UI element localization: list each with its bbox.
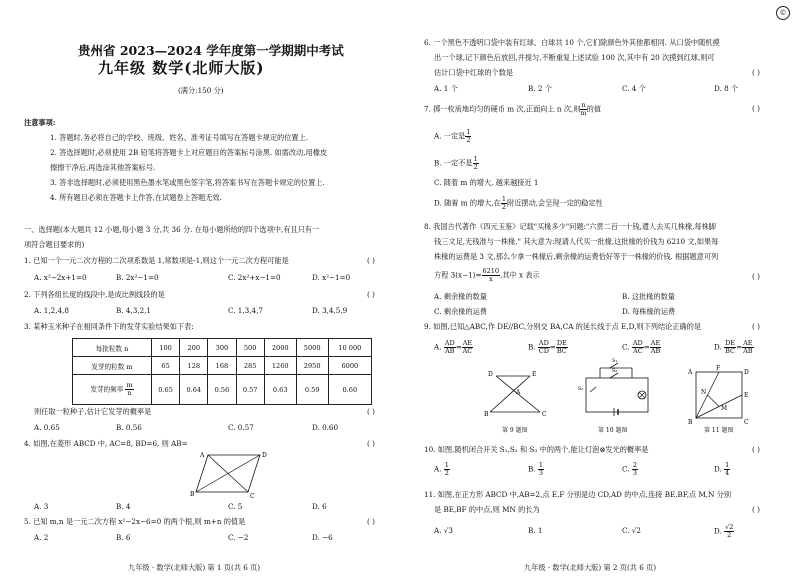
row-label: 每批粒数 n	[73, 339, 152, 357]
figure-10	[578, 358, 654, 420]
table-cell: 0.60	[328, 375, 371, 405]
q7-stem	[424, 102, 601, 117]
half-fraction	[465, 129, 471, 144]
q11-option-c: C. √2	[622, 526, 641, 535]
switch-s3	[590, 387, 596, 392]
q1-option-b: B. 2x²−1=0	[116, 273, 159, 282]
row-label	[73, 375, 152, 405]
table-cell: 200	[180, 339, 208, 357]
note-item: 3. 答非选择题时,必须使用黑色墨水笔或黑色签字笔,将答案书写在答题卡规定的位置上.	[50, 178, 325, 187]
q8-frac-den: x	[488, 275, 493, 283]
q8-eq-b: ,其中 x 表示	[500, 270, 540, 280]
exam-title: 贵州省 2023—2024 学年度第一学期期中考试	[78, 43, 344, 58]
ratio-right	[556, 340, 568, 355]
note-item: 2. 答选择题时,必须使用 2B 铅笔将答题卡上对应题目的答案标号涂黑. 如需改动,用橡皮	[50, 148, 328, 157]
segment-mn	[708, 395, 720, 407]
freq-den: n	[127, 389, 132, 397]
table-cell: 100	[152, 339, 180, 357]
switch-label-s3: S₃	[578, 386, 584, 392]
point-label-a: A	[516, 389, 521, 396]
vertex-label-b: B	[190, 491, 195, 498]
q8-line3: 株椽的运费是 3 文,那么少拿一株椽后,剩余椽的运费恰好等于一株椽的价钱. 根据题意可列	[434, 252, 719, 261]
option-fraction	[724, 462, 730, 477]
rhombus-diagonal-bd	[196, 455, 260, 492]
q6-option-c: C. 4 个	[622, 84, 646, 93]
half-fraction	[473, 156, 479, 171]
q8-option-c: C. 剩余椽的运费	[434, 307, 487, 316]
half-num: 1	[473, 155, 478, 163]
frac-den: 2	[727, 531, 732, 539]
point-label-a: A	[688, 369, 693, 376]
q9-option-a: A. $\frac{AD}{AB}$ = $\frac{AE}{AC}$	[434, 339, 473, 355]
table-row	[73, 339, 372, 357]
option-letter: D.	[714, 464, 722, 474]
q10-option-a	[434, 462, 450, 477]
q4-option-a: A. 3	[34, 502, 49, 511]
switch-label-s2: S₂	[612, 368, 618, 374]
q9-stem: 9. 如图,已知△ABC,作 DE//BC,分别交 BA,CA 的延长线于点 E,D,则下列结论正确的是	[424, 322, 702, 331]
option-letter: B.	[528, 464, 536, 474]
option-fraction	[724, 524, 734, 539]
q4-answer-paren: ( )	[367, 439, 375, 448]
option-letter: C.	[622, 464, 630, 474]
frac-den: BC	[556, 347, 567, 355]
figure-11	[688, 365, 752, 426]
q11-option-b: B. 1	[528, 526, 543, 535]
frac-den: AC	[632, 347, 643, 355]
q2-answer-paren: ( )	[367, 290, 375, 299]
q8-equation	[434, 268, 540, 283]
q3-answer-paren: ( )	[367, 407, 375, 416]
figure-10-caption: 第 10 题图	[598, 427, 628, 434]
q7-option-d-text-b: 附近摆动,会呈现一定的稳定性	[507, 198, 603, 208]
q3-option-c: C. 0.57	[228, 423, 254, 432]
point-label-c: C	[542, 411, 547, 418]
rhombus-figure	[190, 452, 267, 500]
option-letter: C.	[622, 342, 630, 352]
q7-option-a-text: A. 一定是	[434, 131, 466, 141]
q9-answer-paren: ( )	[752, 322, 760, 331]
frac-num: DE	[556, 339, 567, 347]
point-label-b: B	[484, 411, 489, 418]
ratio-right	[650, 340, 661, 355]
table-cell: 300	[208, 339, 236, 357]
q2-option-d: D. 3,4,5,9	[312, 306, 348, 315]
frac-num: AE	[743, 339, 753, 347]
table-cell: 0.59	[296, 375, 328, 405]
q2-option-b: B. 4,3,2,1	[116, 306, 151, 315]
frac-den: 2	[444, 469, 449, 477]
note-item: 擦擦干净后,再选涂其他答案标号.	[50, 163, 156, 172]
q11-option-a: A. √3	[434, 526, 453, 535]
q8-option-a: A. 剩余椽的数量	[434, 292, 487, 301]
table-cell: 6000	[328, 357, 371, 375]
q1-answer-paren: ( )	[367, 256, 375, 265]
section-heading-cont: 项符合题目要求的)	[24, 240, 85, 249]
q3-followup: 则任取一粒种子,估计它发芽的概率是	[34, 407, 152, 416]
q9-option-c: C. $\frac{AD}{AC}$ = $\frac{AE}{AB}$	[622, 339, 661, 355]
q7-option-b-text: B. 一定不是	[434, 158, 473, 168]
q1-option-a: A. x²−2x+1=0	[34, 273, 87, 282]
frac-den: CD	[538, 347, 549, 355]
q6-answer-paren: ( )	[752, 68, 760, 77]
table-cell: 5000	[296, 339, 328, 357]
q9-option-b: B. $\frac{AD}{CD}$ = $\frac{DE}{BC}$	[528, 339, 567, 355]
frac-den: BC	[725, 347, 736, 355]
ratio-left	[444, 340, 456, 355]
table-row	[73, 375, 372, 405]
option-letter: A.	[434, 342, 442, 352]
vertex-label-d: D	[262, 452, 267, 459]
switch-label-s1: S₁	[612, 358, 618, 364]
q11-line1: 11. 如图,在正方形 ABCD 中,AB=2,点 E,F 分别是边 CD,AD 的中点,连接 BE,BF,点 M,N 分别	[424, 490, 732, 499]
vertex-label-c: C	[250, 493, 255, 500]
q7-frac-den: m	[580, 109, 587, 117]
frac-num: AD	[444, 339, 455, 347]
q4-option-b: B. 4	[116, 502, 131, 511]
frac-num: AD	[538, 339, 549, 347]
q10-answer-paren: ( )	[752, 445, 760, 454]
frac-num: AD	[632, 339, 643, 347]
q10-stem: 10. 如图,随机闭合开关 S₁,S₂ 和 S₃ 中的两个,能让灯泡⊗发光的概率是	[424, 445, 649, 454]
table-cell: 0.65	[152, 375, 180, 405]
footer-left: 九年级 · 数学(北师大版) 第 1 页(共 6 页)	[128, 563, 261, 572]
q7-option-a	[434, 129, 471, 144]
q5-answer-paren: ( )	[367, 517, 375, 526]
option-letter: D.	[714, 526, 722, 536]
q7-option-d	[434, 196, 603, 211]
q3-option-d: D. 0.60	[312, 423, 339, 432]
q4-option-c: C. 5	[228, 502, 243, 511]
option-fraction	[538, 462, 544, 477]
q2-stem: 2. 下列各组长度的线段中,是成比例线段的是	[24, 290, 165, 299]
frac-num: AE	[462, 339, 473, 347]
q10-option-b	[528, 462, 544, 477]
table-cell: 65	[152, 357, 180, 375]
q8-answer-paren: ( )	[752, 272, 760, 281]
frac-den: 3	[632, 469, 637, 477]
frac-den: AB	[743, 347, 753, 355]
q5-option-d: D. −6	[312, 533, 333, 542]
freq-fraction	[125, 382, 133, 397]
q7-option-b	[434, 156, 479, 171]
q8-eq-a: 方程 3(x−1)=	[434, 270, 482, 280]
table-cell: 1260	[264, 357, 296, 375]
ratio-right	[742, 340, 753, 355]
q3-stem: 3. 某种玉米种子在相同条件下的发芽实验结果如下表:	[24, 322, 194, 331]
frac-den: AB	[650, 347, 661, 355]
corner-mark: ©	[776, 6, 790, 20]
frac-den: 3	[538, 469, 544, 477]
q1-option-c: C. 2x²+x−1=0	[228, 273, 281, 282]
option-letter: A.	[434, 464, 442, 474]
point-label-d: D	[488, 371, 493, 378]
table-cell: 285	[236, 357, 264, 375]
option-fraction	[444, 462, 450, 477]
frac-num: 1	[538, 461, 544, 469]
figure-9-caption: 第 9 题图	[502, 427, 528, 434]
q11-line2: 是 BE,BF 的中点,则 MN 的长为	[434, 505, 540, 514]
q5-option-a: A. 2	[34, 533, 49, 542]
q8-line2: 钱三文足,无钱准与一株椽." 其大意为:现请人代买一批椽,这批椽的价钱为 6210 文,如果每	[434, 237, 719, 246]
q8-option-b: B. 这批椽的数量	[622, 292, 675, 301]
half-num: 1	[466, 128, 471, 136]
full-score: (满分:150 分)	[178, 86, 224, 95]
q9-option-d: D. $\frac{DE}{BC}$ = $\frac{AE}{AB}$	[714, 339, 753, 355]
q7-frac-num: n	[581, 101, 586, 109]
germination-table	[72, 338, 372, 405]
table-cell: 2000	[264, 339, 296, 357]
frac-num: 1	[725, 461, 730, 469]
freq-label: 发芽的频率	[90, 385, 124, 394]
table-row	[73, 357, 372, 375]
frac-den: AC	[462, 347, 473, 355]
q11-answer-paren: ( )	[752, 505, 760, 514]
frac-num: 2	[632, 461, 637, 469]
q8-fraction	[482, 268, 501, 283]
ratio-left	[724, 340, 736, 355]
footer-right: 九年级 · 数学(北师大版) 第 2 页(共 6 页)	[524, 563, 657, 572]
point-label-c: C	[744, 419, 749, 426]
point-label-m: M	[721, 405, 728, 412]
frac-den: AB	[444, 347, 455, 355]
frac-num: AE	[650, 339, 661, 347]
table-cell: 500	[236, 339, 264, 357]
q3-option-b: B. 0.56	[116, 423, 142, 432]
option-fraction	[632, 462, 638, 477]
table-cell: 128	[180, 357, 208, 375]
q8-option-d: D. 每株椽的运费	[622, 307, 676, 316]
q5-option-b: B. 6	[116, 533, 131, 542]
q1-stem: 1. 已知一个一元二次方程的二次项系数是 1,常数项是-1,则这个一元二次方程可能是	[24, 256, 289, 265]
half-den: 2	[501, 203, 507, 211]
option-letter: D.	[714, 342, 722, 352]
q10-option-c	[622, 462, 638, 477]
point-label-d: D	[744, 369, 749, 376]
q7-stem-a: 7. 掷一枚质地均匀的硬币 m 次,正面向上 n 次,则	[424, 104, 581, 114]
figure-9	[484, 371, 550, 418]
point-label-e: E	[744, 392, 749, 399]
table-cell: 10 000	[328, 339, 371, 357]
q3-option-a: A. 0.65	[34, 423, 60, 432]
segment-eb	[490, 376, 530, 412]
frac-num: DE	[725, 339, 736, 347]
q6-option-b: B. 2 个	[528, 84, 552, 93]
half-den: 2	[473, 163, 478, 171]
table-cell: 0.63	[264, 375, 296, 405]
q2-option-a: A. 1,2,4,8	[34, 306, 69, 315]
frac-num: √2	[725, 523, 734, 531]
q11-option-d	[714, 524, 734, 539]
half-num: 1	[501, 195, 507, 203]
q4-option-d: D. 6	[312, 502, 327, 511]
table-cell: 0.57	[236, 375, 264, 405]
table-cell: 168	[208, 357, 236, 375]
half-den: 2	[466, 136, 471, 144]
freq-num: m	[126, 381, 133, 389]
q8-frac-num: 6210	[482, 267, 500, 275]
vertex-label-a: A	[200, 452, 205, 459]
point-label-n: N	[701, 389, 707, 396]
notes-heading: 注意事项:	[24, 118, 56, 127]
q6-line3: 估计口袋中红球的个数是	[434, 68, 514, 77]
q2-option-c: C. 1,3,4,7	[228, 306, 263, 315]
ratio-right	[462, 340, 473, 355]
note-item: 4. 所有题目必须在答题卡上作答,在试题卷上答题无效.	[50, 193, 222, 202]
ratio-left	[538, 340, 550, 355]
q4-stem: 4. 如图,在菱形 ABCD 中, AC=8, BD=6, 则 AB=	[24, 439, 188, 448]
table-cell: 2950	[296, 357, 328, 375]
q6-option-d: D. 8 个	[714, 84, 739, 93]
q6-line1: 6. 一个黑色不透明口袋中装有红球、白球共 10 个,它们除颜色外其他都相同. 从口袋中随机摸	[424, 38, 720, 47]
frac-den: 4	[725, 469, 730, 477]
table-cell: 0.56	[208, 375, 236, 405]
ratio-left	[632, 340, 644, 355]
q10-option-d	[714, 462, 730, 477]
row-label: 发芽的粒数 m	[73, 357, 152, 375]
q7-answer-paren: ( )	[752, 104, 760, 113]
q6-line2: 出一个球,记下颜色后放回,并搅匀,不断重复上述试验 100 次,其中有 20 次摸到红球,则可	[434, 53, 715, 62]
point-label-f: F	[716, 365, 721, 372]
point-label-e: E	[532, 371, 537, 378]
q6-option-a: A. 1 个	[434, 84, 458, 93]
figure-11-caption: 第 11 题图	[704, 427, 734, 434]
q7-option-d-text-a: D. 随着 m 的增大,在	[434, 198, 501, 208]
table-cell: 0.64	[180, 375, 208, 405]
q5-option-c: C. −2	[228, 533, 249, 542]
q7-stem-b: 的值	[586, 104, 602, 114]
q5-stem: 5. 已知 m,n 是一元二次方程 x²−2x−6=0 的两个根,则 m+n 的值是	[24, 517, 246, 526]
q8-line1: 8. 我国古代著作《四元玉鉴》记载"买椽多少"问题:"六贯二百一十钱,遣人去买几株椽,每株脚	[424, 222, 716, 231]
section-heading: 一、选择题(本大题共 12 小题,每小题 3 分,共 36 分. 在每小题所给的四个选项中,有且只有一	[24, 225, 320, 234]
point-label-b: B	[688, 419, 693, 426]
note-item: 1. 答题时,务必将自己的学校、班级、姓名、准考证号填写在答题卡规定的位置上.	[50, 133, 309, 142]
option-letter: B.	[528, 342, 536, 352]
frac-num: 1	[444, 461, 449, 469]
q7-option-c: C. 随着 m 的增大, 越来越接近 1	[434, 178, 539, 187]
q1-option-d: D. x²−1=0	[312, 273, 351, 282]
exam-subtitle: 九年级 数学(北师大版)	[98, 59, 265, 77]
